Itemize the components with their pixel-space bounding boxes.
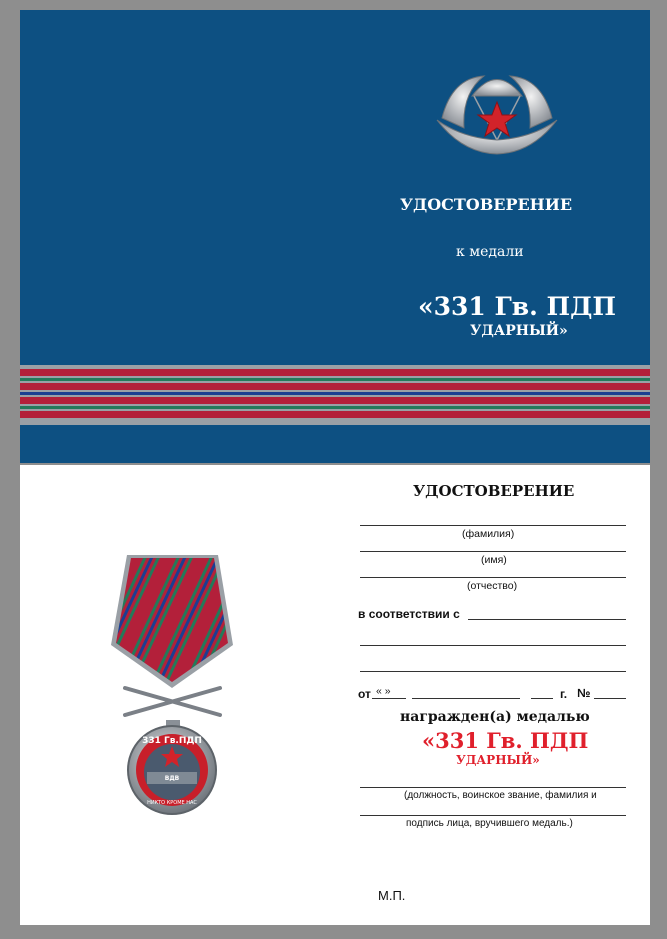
name-line (360, 551, 626, 552)
cover-title: УДОСТОВЕРЕНИЕ (400, 195, 573, 214)
inner-medal-name: «331 Гв. ПДП (422, 728, 589, 753)
inner-medal-subtitle: УДАРНЫЙ» (456, 753, 540, 767)
seal-label: М.П. (378, 888, 406, 903)
medal-bottom-text: НИКТО КРОМЕ НАС (147, 800, 197, 806)
date-from-label: от (358, 687, 371, 701)
surname-line (360, 525, 626, 526)
patronymic-caption: (отчество) (467, 580, 518, 592)
signature-caption-2: подпись лица, вручившего медаль.) (406, 818, 573, 829)
cover-medal-name: «331 Гв. ПДП (418, 292, 616, 321)
medal-image (105, 550, 240, 820)
paratrooper-emblem-icon (432, 58, 562, 168)
date-day-line (372, 698, 406, 699)
inner-title: УДОСТОВЕРЕНИЕ (413, 482, 575, 500)
certificate-cover (20, 10, 650, 463)
signature-line-1 (360, 787, 626, 788)
extra-line-2 (360, 671, 626, 672)
according-to-label: в соответствии с (358, 607, 460, 621)
signature-caption-1: (должность, воинское звание, фамилия и (404, 790, 597, 801)
date-month-line (412, 698, 520, 699)
ribbon-stripes (20, 365, 650, 425)
surname-caption: (фамилия) (462, 528, 515, 540)
name-caption: (имя) (481, 554, 507, 566)
medal-center-text: ВДВ (164, 775, 180, 782)
cover-medal-subtitle: УДАРНЫЙ» (470, 323, 568, 339)
awarded-label: награжден(а) медалью (400, 709, 590, 725)
cover-subtitle: к медали (456, 244, 524, 260)
date-day-quote: « » (376, 685, 391, 697)
according-to-line (468, 619, 626, 620)
year-label: г. (560, 687, 568, 701)
number-line (594, 698, 626, 699)
signature-line-2 (360, 815, 626, 816)
patronymic-line (360, 577, 626, 578)
extra-line-1 (360, 645, 626, 646)
date-year-line (531, 698, 553, 699)
medal-ring-top-text: 331 Гв.ПДП (142, 736, 202, 746)
certificate-inner-page (20, 465, 650, 925)
number-label: № (577, 686, 591, 700)
